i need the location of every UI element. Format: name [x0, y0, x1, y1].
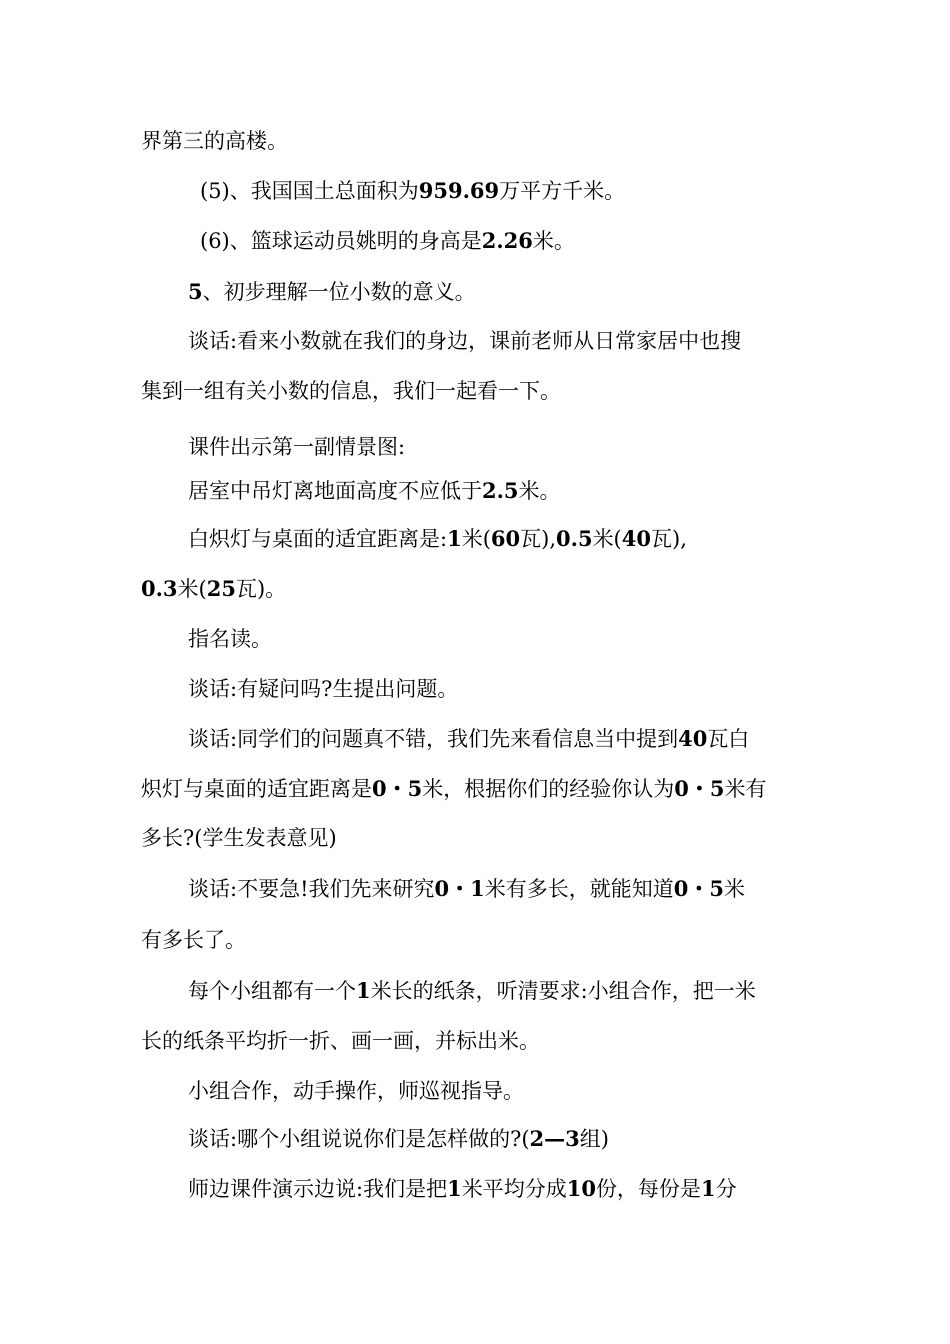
- text-segment: 米。: [518, 479, 561, 503]
- text-segment: 米有: [724, 777, 767, 801]
- text-line: [200, 226, 575, 256]
- bold-text-segment: 60: [490, 526, 521, 551]
- text-segment: 谈话:哪个小组说说你们是怎样做的?(: [188, 1127, 530, 1151]
- bold-text-segment: 959.69: [418, 178, 500, 203]
- text-line: [188, 874, 745, 904]
- text-segment: 界第三的高楼。: [141, 129, 288, 153]
- text-segment: 米长的纸条，听清要求:小组合作，把一米: [370, 979, 756, 1003]
- bold-text-segment: 0・5: [674, 776, 725, 801]
- text-segment: 有多长了。: [141, 928, 246, 952]
- bold-text-segment: 2.26: [481, 228, 533, 253]
- text-line: [188, 476, 561, 506]
- bold-text-segment: 0・5: [372, 776, 423, 801]
- bold-text-segment: 1: [447, 1176, 462, 1201]
- bold-text-segment: 40: [621, 526, 651, 551]
- text-line: [141, 126, 288, 156]
- text-segment: 指名读。: [188, 627, 272, 651]
- bold-text-segment: 0.5: [556, 526, 593, 551]
- text-segment: 瓦白: [707, 727, 750, 751]
- bold-text-segment: 2.5: [482, 478, 519, 503]
- text-segment: 万平方千米。: [499, 179, 626, 203]
- text-segment: 炽灯与桌面的适宜距离是: [141, 777, 372, 801]
- text-segment: (5)、我国国土总面积为: [200, 179, 419, 203]
- text-segment: 居室中吊灯离地面高度不应低于: [188, 479, 482, 503]
- text-line: [188, 1124, 609, 1154]
- bold-text-segment: 0・5: [673, 876, 724, 901]
- text-segment: 多长?(学生发表意见): [141, 826, 337, 850]
- text-segment: 米，根据你们的经验你认为: [422, 777, 675, 801]
- text-segment: 米有多长，就能知道: [484, 877, 674, 901]
- text-line: [200, 176, 625, 206]
- text-line: [188, 674, 458, 704]
- text-segment: 谈话:不要急!我们先来研究: [188, 877, 435, 901]
- text-segment: 瓦),: [651, 527, 687, 551]
- text-line: [188, 624, 272, 654]
- bold-text-segment: 1: [447, 526, 462, 551]
- bold-text-segment: 1: [356, 978, 371, 1003]
- text-line: [188, 432, 405, 462]
- text-segment: 每个小组都有一个: [188, 979, 356, 1003]
- text-segment: 长的纸条平均折一折、画一画，并标出米。: [141, 1029, 540, 1053]
- bold-text-segment: 10: [566, 1176, 596, 1201]
- bold-text-segment: 0.3: [141, 576, 178, 601]
- text-segment: 集到一组有关小数的信息，我们一起看一下。: [141, 379, 561, 403]
- text-segment: 米(: [177, 577, 207, 601]
- text-segment: 组): [579, 1127, 609, 1151]
- bold-text-segment: 0・1: [434, 876, 485, 901]
- section-heading: [188, 277, 476, 307]
- text-line: [188, 724, 749, 754]
- text-segment: 分: [715, 1177, 737, 1201]
- text-segment: 谈话:有疑问吗?生提出问题。: [188, 677, 459, 701]
- text-segment: 米: [723, 877, 745, 901]
- text-segment: 瓦),: [520, 527, 557, 551]
- text-line: [188, 1174, 737, 1204]
- text-segment: 师边课件演示边说:我们是把: [188, 1177, 448, 1201]
- text-segment: 课件出示第一副情景图:: [188, 435, 406, 459]
- text-line: [188, 1076, 524, 1106]
- text-segment: 小组合作，动手操作，师巡视指导。: [188, 1079, 524, 1103]
- text-line: [141, 376, 561, 406]
- bold-text-segment: 5: [188, 279, 203, 304]
- text-segment: 瓦)。: [235, 577, 287, 601]
- text-segment: 份，每份是: [595, 1177, 701, 1201]
- text-line: [141, 925, 246, 955]
- text-line: [141, 774, 766, 804]
- bold-text-segment: 25: [206, 576, 236, 601]
- text-line: [141, 1026, 540, 1056]
- text-segment: 米平均分成: [461, 1177, 567, 1201]
- text-segment: 米。: [532, 229, 575, 253]
- text-line: [188, 976, 756, 1006]
- text-segment: 白炽灯与桌面的适宜距离是:: [188, 527, 448, 551]
- text-segment: 米(: [461, 527, 491, 551]
- text-segment: 谈话:同学们的问题真不错，我们先来看信息当中提到: [188, 727, 679, 751]
- text-line: [188, 326, 741, 356]
- text-segment: 米(: [592, 527, 622, 551]
- text-segment: 、初步理解一位小数的意义。: [202, 280, 476, 304]
- text-segment: 谈话:看来小数就在我们的身边，课前老师从日常家居中也搜: [188, 329, 742, 353]
- text-line: [141, 574, 286, 604]
- text-line: [188, 524, 687, 554]
- bold-text-segment: 40: [678, 726, 708, 751]
- bold-text-segment: 1: [700, 1176, 716, 1201]
- text-segment: (6)、篮球运动员姚明的身高是: [200, 229, 482, 253]
- text-line: [141, 823, 337, 853]
- bold-text-segment: 2—3: [529, 1126, 580, 1151]
